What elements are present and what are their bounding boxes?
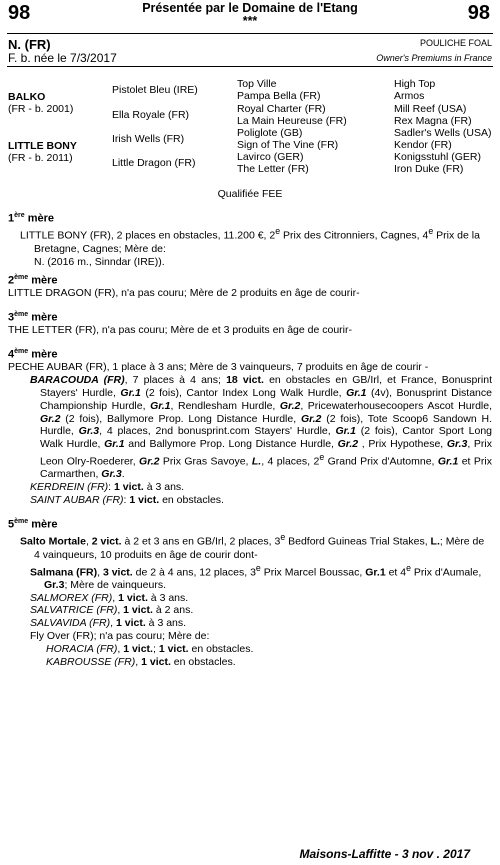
produce-kerdrein: KERDREIN (FR): 1 vict. à 3 ans. <box>30 481 185 494</box>
pedigree-sire-info: (FR - b. 2001) <box>8 103 74 115</box>
header-rule-top <box>7 33 493 34</box>
pedigree-gen3: Lavirco (GER) <box>237 151 304 163</box>
pedigree-gen3: Royal Charter (FR) <box>237 103 326 115</box>
sex-label: POULICHE FOAL <box>419 38 492 48</box>
produce-salmana: Salmana (FR), 3 vict. de 2 à 4 ans, 12 places, 3e Prix Marcel Boussac, Gr.1 et 4e Prix d'Aumale, Gr.3; Mère de vainqueurs. <box>30 562 482 591</box>
dam-1-text: LITTLE BONY (FR), 2 places en obstacles, 11.200 €, 2e Prix des Citronniers, Cagnes, 4e Prix de la Bretagne, Cagnes; Mère de: <box>20 226 480 255</box>
dam-section-2 <box>8 272 492 300</box>
produce-salvatrice: SALVATRICE (FR), 1 vict. à 2 ans. <box>30 604 194 617</box>
pedigree-dam: LITTLE BONY <box>8 140 77 152</box>
pedigree-gen4: Iron Duke (FR) <box>394 163 464 175</box>
pedigree-gen3: Poliglote (GB) <box>237 127 303 139</box>
presenter <box>0 2 500 28</box>
horse-name: N. (FR) <box>8 37 51 52</box>
produce-saint-aubar: SAINT AUBAR (FR): 1 vict. en obstacles. <box>30 493 224 506</box>
dam-heading-2: 2ème mère <box>8 274 58 287</box>
dam-section-3 <box>8 309 492 337</box>
presenter-title: Présentée par le Domaine de l'Etang <box>142 1 358 15</box>
dam-section-1 <box>8 210 492 268</box>
dam-4-text: PECHE AUBAR (FR), 1 place à 3 ans; Mère de 3 vainqueurs, 7 produits en âge de courir - <box>8 361 429 374</box>
pedigree-gen2: Little Dragon (FR) <box>112 157 196 169</box>
lot-number-right: 98 <box>467 2 490 24</box>
pedigree-gen4: High Top <box>394 78 436 90</box>
sale-footer: Maisons-Laffitte - 3 nov . 2017 <box>299 847 470 861</box>
pedigree-gen3: Sign of The Vine (FR) <box>237 139 339 151</box>
dam-section-4 <box>8 346 492 507</box>
dam-heading-3: 3ème mère <box>8 311 58 324</box>
dam-5-text: Salto Mortale, 2 vict. à 2 et 3 ans en GB/Irl, 2 places, 3e Bedford Guineas Trial Stakes, L.; Mère de 4 vainqueurs, 10 produits en âge de courir dont- <box>20 532 485 561</box>
produce-salvavida: SALVAVIDA (FR), 1 vict. à 3 ans. <box>30 617 187 630</box>
pedigree-gen4: Rex Magna (FR) <box>394 115 472 127</box>
premium-note: Owner's Premiums in France <box>376 53 492 63</box>
pedigree-gen2: Pistolet Bleu (IRE) <box>112 84 198 96</box>
produce-horacia: HORACIA (FR), 1 vict.; 1 vict. en obstacles. <box>46 642 254 655</box>
pedigree-gen4: Armos <box>394 90 425 102</box>
pedigree-gen2: Irish Wells (FR) <box>112 133 185 145</box>
pedigree-gen4: Konigsstuhl (GER) <box>394 151 481 163</box>
produce-line: N. (2016 m., Sinndar (IRE)). <box>34 255 165 268</box>
produce-kabrousse: KABROUSSE (FR), 1 vict. en obstacles. <box>46 655 236 668</box>
pedigree-gen3: Top Ville <box>237 78 277 90</box>
dam-heading-5: 5ème mère <box>8 518 58 531</box>
header-rule-bottom <box>7 66 493 67</box>
pedigree-gen4: Mill Reef (USA) <box>394 103 467 115</box>
pedigree-dam-info: (FR - b. 2011) <box>8 152 73 164</box>
pedigree-gen3: The Letter (FR) <box>237 163 309 175</box>
dam-3-text: THE LETTER (FR), n'a pas couru; Mère de et 3 produits en âge de courir- <box>8 324 352 337</box>
lot-number-left: 98 <box>8 2 31 24</box>
pedigree-gen4: Kendor (FR) <box>394 139 452 151</box>
dam-heading-4: 4ème mère <box>8 348 58 361</box>
birth-date: F. b. née le 7/3/2017 <box>8 51 117 65</box>
qualification: Qualifiée FEE <box>217 188 283 200</box>
pedigree-gen2: Ella Royale (FR) <box>112 109 190 121</box>
pedigree-sire: BALKO <box>8 91 46 103</box>
pedigree-gen3: Pampa Bella (FR) <box>237 90 321 102</box>
dam-2-text: LITTLE DRAGON (FR), n'a pas couru; Mère de 2 produits en âge de courir- <box>8 287 360 300</box>
produce-salmorex: SALMOREX (FR), 1 vict. à 3 ans. <box>30 591 189 604</box>
produce-baracouda: BARACOUDA (FR), 7 places à 4 ans; 18 vict. en obstacles en GB/Irl, et France, Bonusprint Stayers' Hurdle, Gr.1 (2 fois), Cantor Index Long Walk Hurdle, Gr.1 (4v), Bonusprint Distance Championship Hurdle, Gr.1, Rendlesham Hurdle, Gr.2, Pricewaterhousecoopers Ascot Hurdle, Gr.2 (2 fois), Ballymore Prop. Long Distance Hurdle, Gr.2 (2 fois), Tote Scoop6 Sandown H. Hurdle, Gr.3, 4 places, 2nd bonusprint.com Stayers' Hurdle, Gr.1 (2 fois), Cantor Sport Long Walk Hurdle, Gr.1 and Ballymore Prop. Long Distance Hurdle, Gr.2 , Prix Hypothese, Gr.3, Prix Leon Olry-Roederer, Gr.2 Prix Gras Savoye, L., 4 places, 2e Grand Prix d'Automne, Gr.1 et Prix Carmarthen, Gr.3. <box>30 374 493 481</box>
dam-section-5 <box>8 516 492 668</box>
produce-fly-over: Fly Over (FR); n'a pas couru; Mère de: <box>30 630 210 643</box>
presenter-stars: *** <box>242 14 258 28</box>
pedigree-gen4: Sadler's Wells (USA) <box>394 127 492 139</box>
pedigree-gen3: La Main Heureuse (FR) <box>237 115 347 127</box>
dam-heading-1: 1ère mère <box>8 212 54 225</box>
